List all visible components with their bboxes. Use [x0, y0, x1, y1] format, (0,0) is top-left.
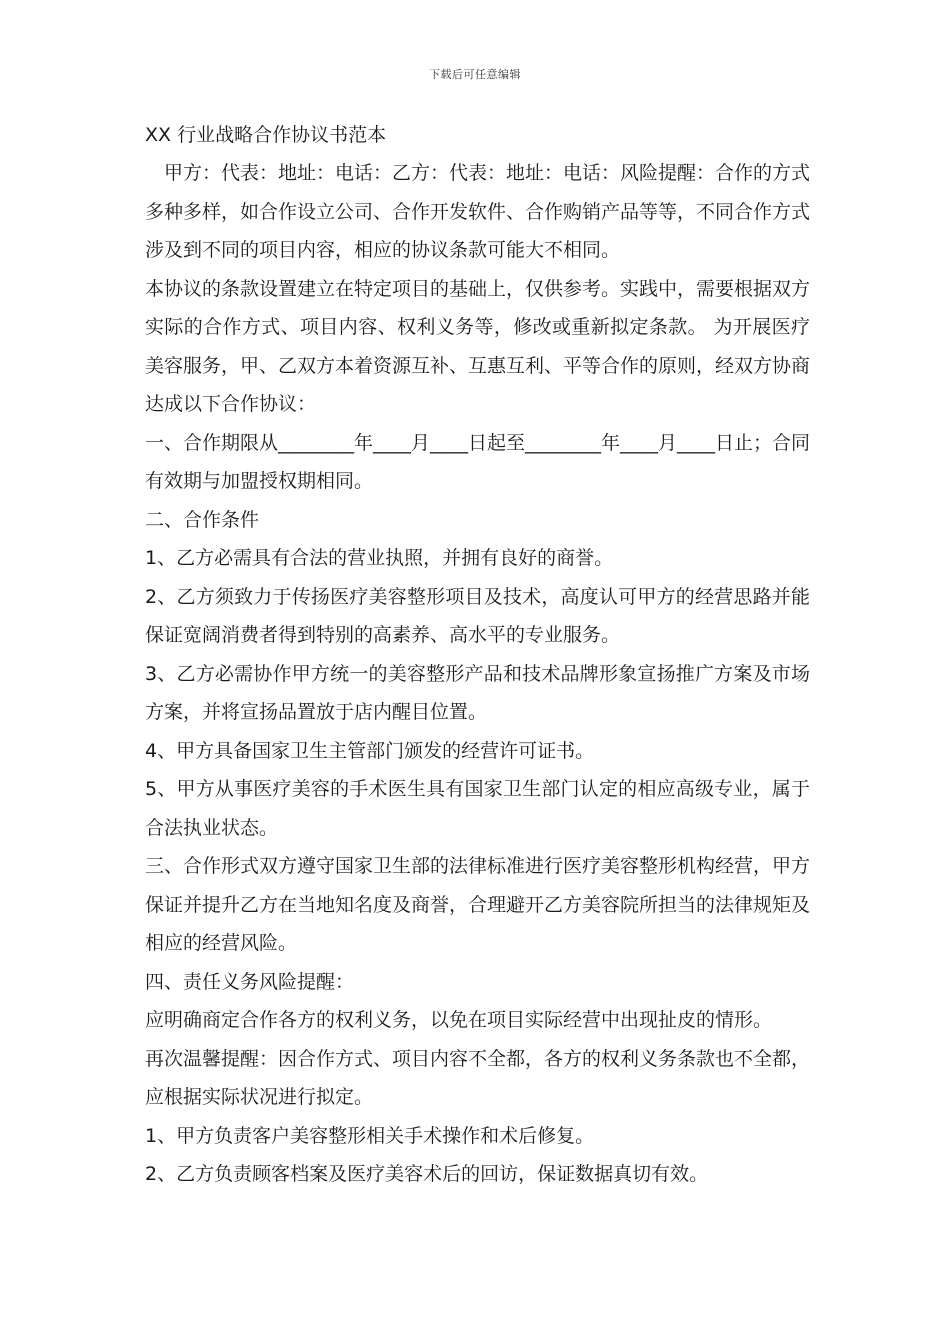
- paragraph-cooperation-form: 三、合作形式双方遵守国家卫生部的法律标准进行医疗美容整形机构经营，甲方保证并提升乙方在当地知名度及商誉，合理避开乙方美容院所担当的法律规矩及相应的经营风险。: [145, 855, 811, 954]
- paragraph-basis: 本协议的条款设置建立在特定项目的基础上，仅供参考。实践中，需要根据双方实际的合作方式、项目内容、权利义务等，修改或重新拟定条款。 为开展医疗美容服务，甲、乙双方本着资源互补、互惠互利、平等合作的原则，经双方协商达成以下合作协议：: [145, 277, 811, 415]
- paragraph-rights-note: 应明确商定合作各方的权利义务，以免在项目实际经营中出现扯皮的情形。: [145, 1009, 773, 1031]
- paragraph-parties: 甲方：代表：地址：电话：乙方：代表：地址：电话：风险提醒：合作的方式多种多样，如合作设立公司、合作开发软件、合作购销产品等等，不同合作方式涉及到不同的项目内容，相应的协议条款可能大不相同。: [145, 162, 811, 261]
- section-heading-conditions: 二、合作条件: [145, 508, 260, 531]
- document-title: XX 行业战略合作协议书范本: [145, 124, 387, 146]
- section-heading-responsibilities: 四、责任义务风险提醒：: [145, 970, 355, 993]
- condition-item-3: 3、乙方必需协作甲方统一的美容整形产品和技术品牌形象宣扬推广方案及市场方案，并将宣扬品置放于店内醒目位置。: [145, 662, 810, 723]
- document-body: [145, 120, 810, 1194]
- condition-item-5: 5、甲方从事医疗美容的手术医生具有国家卫生部门认定的相应高级专业，属于合法执业状态。: [145, 778, 810, 839]
- responsibility-item-1: 1、甲方负责客户美容整形相关手术操作和术后修复。: [145, 1124, 595, 1147]
- condition-item-2: 2、乙方须致力于传扬医疗美容整形项目及技术，高度认可甲方的经营思路并能保证宽阔消费者得到特别的高素养、高水平的专业服务。: [145, 585, 810, 646]
- paragraph-reminder: 再次温馨提醒：因合作方式、项目内容不全都，各方的权利义务条款也不全都，应根据实际状况进行拟定。: [145, 1047, 811, 1108]
- condition-item-1: 1、乙方必需具有合法的营业执照，并拥有良好的商誉。: [145, 547, 614, 569]
- page-header-note: 下载后可任意编辑: [429, 68, 521, 81]
- condition-item-4: 4、甲方具备国家卫生主管部门颁发的经营许可证书。: [145, 739, 595, 762]
- responsibility-item-2: 2、乙方负责顾客档案及医疗美容术后的回访，保证数据真切有效。: [145, 1163, 709, 1185]
- paragraph-term: 一、合作期限从________年____月____日起至________年____月____日止；合同有效期与加盟授权期相同。: [145, 431, 811, 492]
